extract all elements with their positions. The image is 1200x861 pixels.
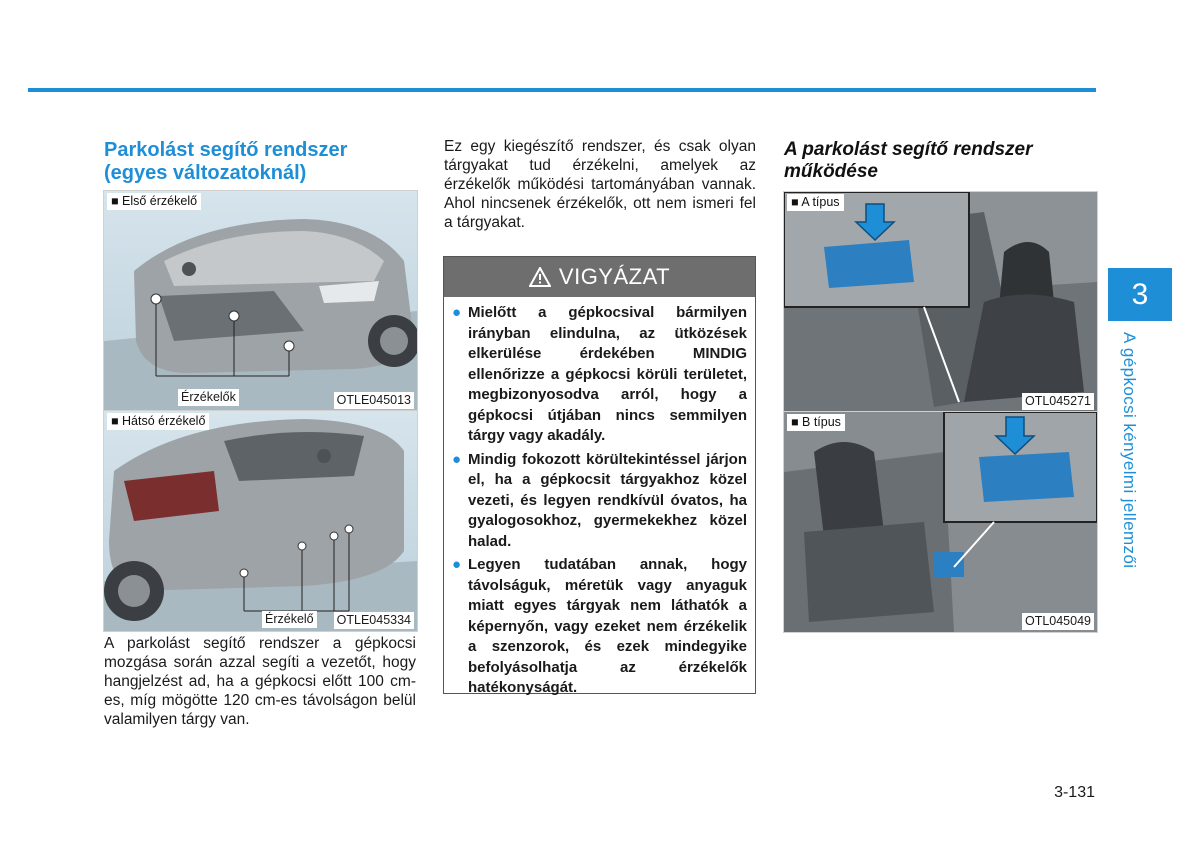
sensor-callout: Érzékelő (262, 611, 317, 628)
caution-item: ● Legyen tudatában annak, hogy távolságuk, méretük vagy anyaguk miatt egyes tárgyak nem láthatók a képernyőn, vagy ezeket nem érzékelik a szenzorok, és ezek mindegyike befolyásolhatja az érzékelők hatékonyságát. (452, 556, 747, 696)
caution-item: ● Mindig fokozott körültekintéssel járjon el, ha a gépkocsit tárgyakhoz közel vezeti, és legyen rendkívül óvatos, ha gyalogosokhoz, gyermekekhez közel halad. (452, 450, 747, 550)
rear-sensor-figure (103, 410, 418, 632)
chapter-title: A gépkocsi kényelmi jellemzői (1120, 332, 1139, 569)
chapter-tab: 3 (1108, 268, 1172, 321)
top-rule (28, 88, 1096, 92)
figure-label: ■ Hátsó érzékelő (107, 413, 209, 430)
bullet-icon: ● (452, 556, 462, 573)
operation-heading-line2: működése (784, 161, 878, 182)
section-heading (104, 139, 347, 185)
warning-icon (529, 267, 551, 287)
intro-paragraph: A parkolást segítő rendszer a gépkocsi mozgása során azzal segíti a vezetőt, hogy hangjelzést ad, ha a gépkocsi előtt 100 cm-es, míg mögötte 120 cm-es távolságon belül valamilyen tárgy van. (104, 635, 416, 728)
rear-car-illustration (104, 411, 417, 631)
figure-code: OTL045271 (1022, 393, 1094, 410)
page-number: 3-131 (1054, 784, 1095, 801)
sensors-callout: Érzékelők (178, 389, 239, 406)
figure-label: ■ Első érzékelő (107, 193, 201, 210)
caution-list (444, 297, 755, 699)
bullet-icon: ● (452, 450, 462, 468)
operation-heading (784, 139, 1032, 183)
supplement-paragraph: Ez egy kiegészítő rendszer, és csak olyan tárgyakat tud érzékelni, amelyek az érzékelők működési tartományában vannak. Ahol nincsenek érzékelők, ott nem ismeri fel a tárgyakat. (444, 138, 756, 231)
figure-code: OTLE045013 (334, 392, 414, 409)
section-heading-line2: (egyes változatoknál) (104, 162, 307, 184)
caution-box (443, 256, 756, 694)
caution-header (444, 257, 755, 297)
figure-code: OTLE045334 (334, 612, 414, 629)
section-heading-line1: Parkolást segítő rendszer (104, 139, 348, 161)
figure-code: OTL045049 (1022, 613, 1094, 630)
figure-label: ■ A típus (787, 194, 844, 211)
console-type-b-illustration (784, 412, 1097, 632)
front-sensor-figure (103, 190, 418, 412)
caution-title: VIGYÁZAT (558, 264, 671, 289)
front-car-illustration (104, 191, 417, 411)
bullet-icon: ● (452, 304, 462, 321)
operation-heading-line1: A parkolást segítő rendszer (784, 139, 1033, 160)
figure-label: ■ B típus (787, 414, 845, 431)
type-b-figure (783, 411, 1098, 633)
type-a-figure (783, 191, 1098, 413)
console-type-a-illustration (784, 192, 1097, 412)
caution-item: ● Mielőtt a gépkocsival bármilyen irányban elindulna, az ütközések elkerülése érdekében MINDIG ellenőrizze a gépkocsi körüli területet, megbizonyosodva arról, hogy a gépkocsi útjában nincs semmilyen tárgy vagy akadály. (452, 304, 747, 444)
